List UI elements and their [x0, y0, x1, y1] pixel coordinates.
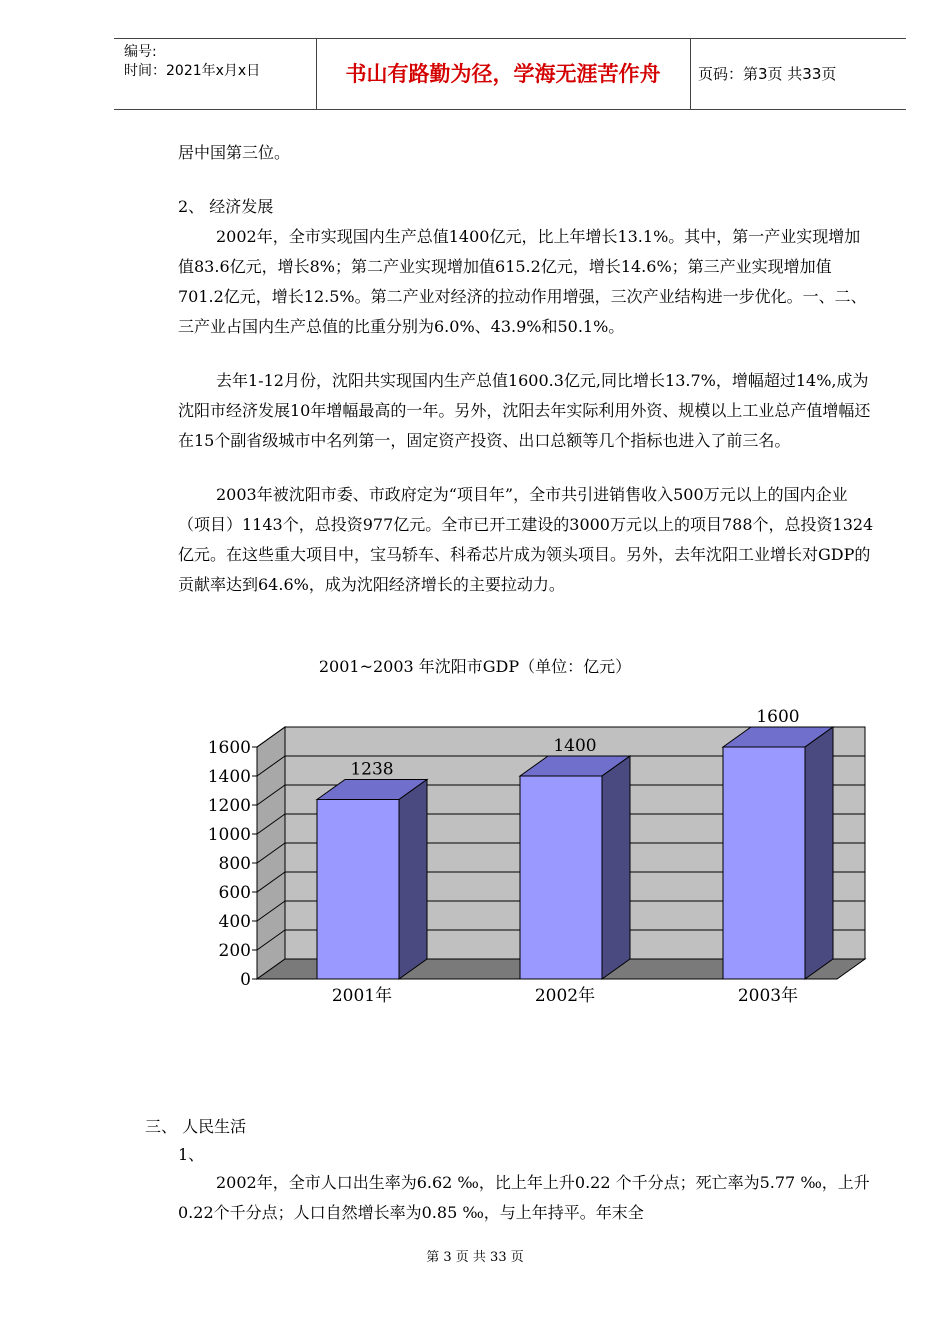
bar-side — [805, 727, 833, 979]
sub-heading: 1、 — [178, 1145, 205, 1164]
bar-front — [317, 799, 399, 979]
section-heading: 三、 人民生活 — [145, 1117, 247, 1136]
bar-front — [520, 776, 602, 979]
bar-side — [602, 756, 630, 979]
bar-data-label: 1400 — [553, 736, 597, 756]
paragraph — [178, 366, 874, 456]
paragraph-text: 2002年，全市实现国内生产总值1400亿元，比上年增长13.1%。其中，第一产业实现增加值83.6亿元，增长8%；第二产业实现增加值615.2亿元，增长14.6%；第三产业实现增加值701.2亿元，增长12.5%。第二产业对经济的拉动作用增强，三次产业结构进一步优化。一、二、三产业占国内生产总值的比重分别为6.0%、43.9%和50.1%。 — [178, 227, 867, 336]
page-footer: 第 3 页 共 33 页 — [426, 1250, 524, 1265]
paragraph — [178, 1168, 874, 1228]
time-label: 时间：2021年x月x日 — [124, 63, 261, 79]
intro-tail: 居中国第三位。 — [178, 143, 291, 162]
section-heading: 2、 经济发展 — [178, 197, 274, 216]
paragraph-text: 去年1-12月份，沈阳共实现国内生产总值1600.3亿元,同比增长13.7%，增幅超过14%,成为沈阳市经济发展10年增幅最高的一年。另外，沈阳去年实际利用外资、规模以上工业总产值增幅还在15个副省级城市中名列第一，固定资产投资、出口总额等几个指标也进入了前三名。 — [178, 371, 871, 450]
paragraph-text: 2003年被沈阳市委、市政府定为“项目年”，全市共引进销售收入500万元以上的国内企业（项目）1143个，总投资977亿元。全市已开工建设的3000万元以上的项目788个，总投资1324亿元。在这些重大项目中，宝马轿车、科希芯片成为领头项目。另外，去年沈阳工业增长对GDP的贡献率达到64.6%，成为沈阳经济增长的主要拉动力。 — [178, 485, 874, 594]
gdp-bar-chart — [205, 705, 905, 1015]
y-tick-label: 1000 — [207, 825, 251, 845]
header-meta — [124, 43, 314, 81]
x-tick-label: 2001年 — [331, 986, 393, 1006]
x-tick-label: 2003年 — [737, 986, 799, 1006]
paragraph-text: 2002年，全市人口出生率为6.62 ‰，比上年上升0.22 个千分点；死亡率为5.77 ‰，上升0.22个千分点；人口自然增长率为0.85 ‰，与上年持平。年末全 — [178, 1173, 870, 1222]
y-tick-label: 600 — [218, 883, 251, 903]
y-tick-label: 200 — [218, 941, 251, 961]
header-divider — [690, 39, 691, 109]
chart-title: 2001~2003 年沈阳市GDP（单位：亿元） — [318, 657, 632, 676]
y-tick-label: 1200 — [207, 796, 251, 816]
paragraph — [178, 222, 874, 342]
y-tick-label: 1600 — [207, 738, 251, 758]
x-tick-label: 2002年 — [534, 986, 596, 1006]
header-motto: 书山有路勤为径，学海无涯苦作舟 — [345, 61, 661, 86]
bar-side — [399, 779, 427, 979]
y-tick-label: 400 — [218, 912, 251, 932]
paragraph — [178, 480, 874, 600]
serial-label: 编号: — [124, 44, 157, 60]
bar-data-label: 1238 — [350, 759, 394, 780]
y-tick-label: 800 — [218, 854, 251, 874]
bar-data-label: 1600 — [756, 707, 800, 727]
y-tick-label: 0 — [240, 970, 251, 990]
page-header — [114, 38, 906, 110]
bar-front — [723, 747, 805, 979]
header-page-info: 页码：第3页 共33页 — [698, 65, 837, 83]
y-tick-label: 1400 — [207, 767, 251, 787]
